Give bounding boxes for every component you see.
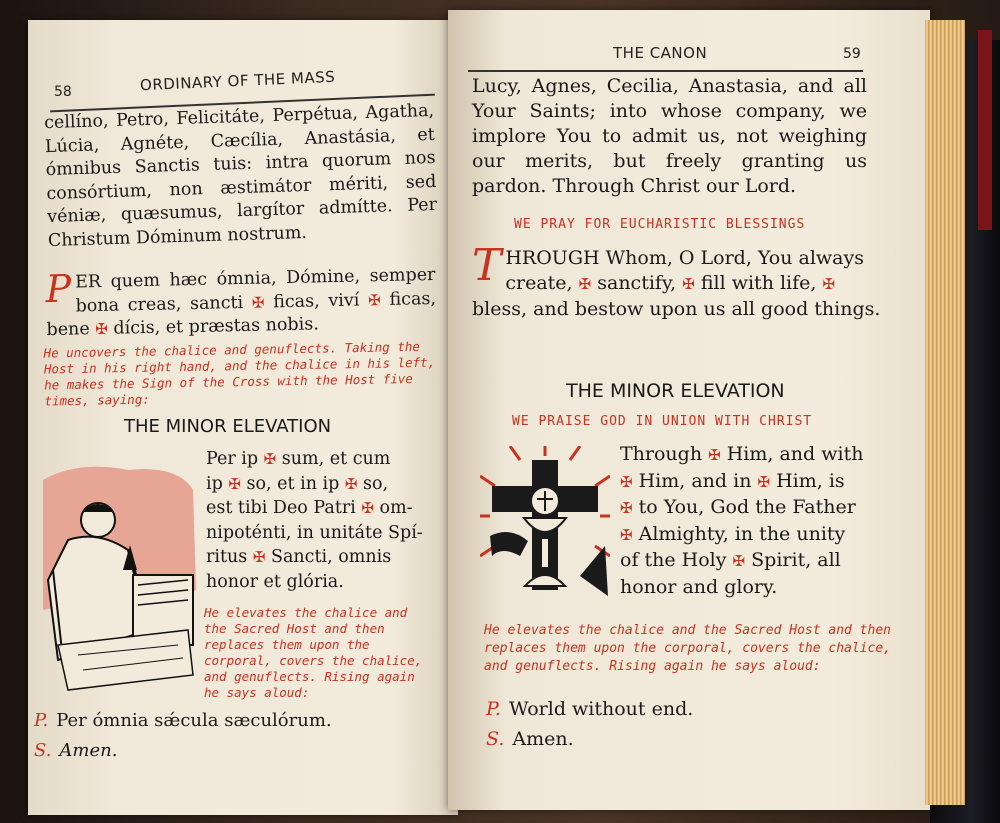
maltese-cross-icon: ✠ bbox=[620, 499, 633, 517]
prayer-line: honor and glory. bbox=[620, 575, 778, 598]
prayer-line: honor et glória. bbox=[206, 571, 344, 592]
paragraph-per-quem: P ER quem hæc ómnia, Dómine, semper bona creas, sancti ✠ ficas, viví ✠ ficas, bene ✠ dícis, et præstas nobis. bbox=[45, 264, 437, 341]
page-number: 59 bbox=[843, 46, 861, 62]
maltese-cross-icon: ✠ bbox=[620, 525, 633, 544]
section-subheading: WE PRAY FOR EUCHARISTIC BLESSINGS bbox=[514, 217, 806, 232]
section-subheading: WE PRAISE GOD IN UNION WITH CHRIST bbox=[512, 414, 813, 429]
right-page bbox=[448, 10, 930, 810]
maltese-cross-icon: ✠ bbox=[367, 290, 381, 309]
prayer-line: ip ✠ so, et in ip ✠ so, bbox=[206, 473, 389, 494]
maltese-cross-icon: ✠ bbox=[620, 472, 633, 491]
gilt-page-edges bbox=[925, 20, 965, 805]
header-rule bbox=[468, 70, 863, 72]
maltese-cross-icon: ✠ bbox=[361, 499, 374, 517]
rubric: He uncovers the chalice and genuflects. Taking the Host in his right hand, and the chalice in his left, he makes the Sign of the Cross with the Host five times, saying: bbox=[43, 338, 436, 409]
paragraph-through-whom: T HROUGH Whom, O Lord, You always create, ✠ sanctify, ✠ fill with life, ✠ bless, and bestow upon us all good things. bbox=[472, 240, 881, 320]
maltese-cross-icon: ✠ bbox=[578, 275, 592, 293]
rubric: He elevates the chalice and the Sacred Host and then replaces them upon the corporal, covers the chalice, and genuflects. Rising again he says aloud: bbox=[204, 605, 423, 700]
drop-cap: T bbox=[472, 240, 502, 291]
prayer-line: ✠ to You, God the Father bbox=[620, 496, 856, 518]
maltese-cross-icon: ✠ bbox=[708, 446, 721, 464]
prayer-line: ✠ Almighty, in the unity bbox=[620, 522, 846, 545]
paragraph: Lucy, Agnes, Cecilia, Anastasia, and all Your Saints; into whose company, we implore You to admit us, not weighing our merits, but freely granting us pardon. Through Christ our Lord. bbox=[472, 75, 867, 197]
response-priest: P. Per ómnia sǽcula sæculórum. bbox=[34, 710, 332, 731]
running-header: THE CANON bbox=[613, 44, 708, 62]
maltese-cross-icon: ✠ bbox=[251, 293, 265, 312]
prayer-line: ✠ Him, and in ✠ Him, is bbox=[620, 469, 845, 492]
section-heading: THE MINOR ELEVATION bbox=[566, 380, 785, 402]
response-priest: P. World without end. bbox=[486, 698, 694, 720]
maltese-cross-icon: ✠ bbox=[95, 319, 109, 339]
drop-cap: P bbox=[45, 266, 72, 312]
maltese-cross-icon: ✠ bbox=[822, 275, 836, 293]
maltese-cross-icon: ✠ bbox=[732, 552, 746, 570]
prayer-line: of the Holy ✠ Spirit, all bbox=[620, 549, 841, 571]
prayer-line: ritus ✠ Sancti, omnis bbox=[206, 547, 392, 567]
ribbon-marker bbox=[978, 30, 992, 230]
maltese-cross-icon: ✠ bbox=[682, 275, 695, 293]
elevation-prayer bbox=[206, 447, 431, 594]
prayer-line: est tibi Deo Patri ✠ om- bbox=[206, 498, 413, 518]
maltese-cross-icon: ✠ bbox=[228, 474, 241, 493]
prayer-line: nipoténti, in unitáte Spí- bbox=[206, 522, 423, 543]
prayer-line: Through ✠ Him, and with bbox=[620, 443, 864, 465]
response-server: S. Amen. bbox=[34, 740, 118, 761]
maltese-cross-icon: ✠ bbox=[263, 450, 277, 468]
elevation-prayer bbox=[620, 442, 875, 600]
prayer-line: Per ip ✠ sum, et cum bbox=[206, 449, 391, 469]
priest-at-altar-illustration bbox=[38, 460, 198, 695]
maltese-cross-icon: ✠ bbox=[252, 548, 266, 566]
paragraph: cellíno, Petro, Felicitáte, Perpétua, Agatha, Lúcia, Agnéte, Cæcília, Anastásia, et ómnibus Sanctis tuis: intra quorum nos consórtium, non æstimátor mériti, sed véniæ, quæsumus, largítor admítte. Per Christum Dóminum nostrum. bbox=[43, 100, 438, 251]
running-header: ORDINARY OF THE MASS bbox=[139, 67, 336, 95]
section-heading: THE MINOR ELEVATION bbox=[124, 416, 332, 437]
cross-chalice-host-illustration bbox=[480, 446, 610, 598]
maltese-cross-icon: ✠ bbox=[757, 472, 771, 491]
left-page bbox=[28, 20, 458, 815]
response-server: S. Amen. bbox=[486, 728, 574, 750]
page-number: 58 bbox=[54, 84, 72, 100]
maltese-cross-icon: ✠ bbox=[344, 474, 358, 493]
rubric: He elevates the chalice and the Sacred Host and then replaces them upon the corporal, covers the chalice, and genuflects. Rising again he says aloud: bbox=[484, 623, 891, 674]
